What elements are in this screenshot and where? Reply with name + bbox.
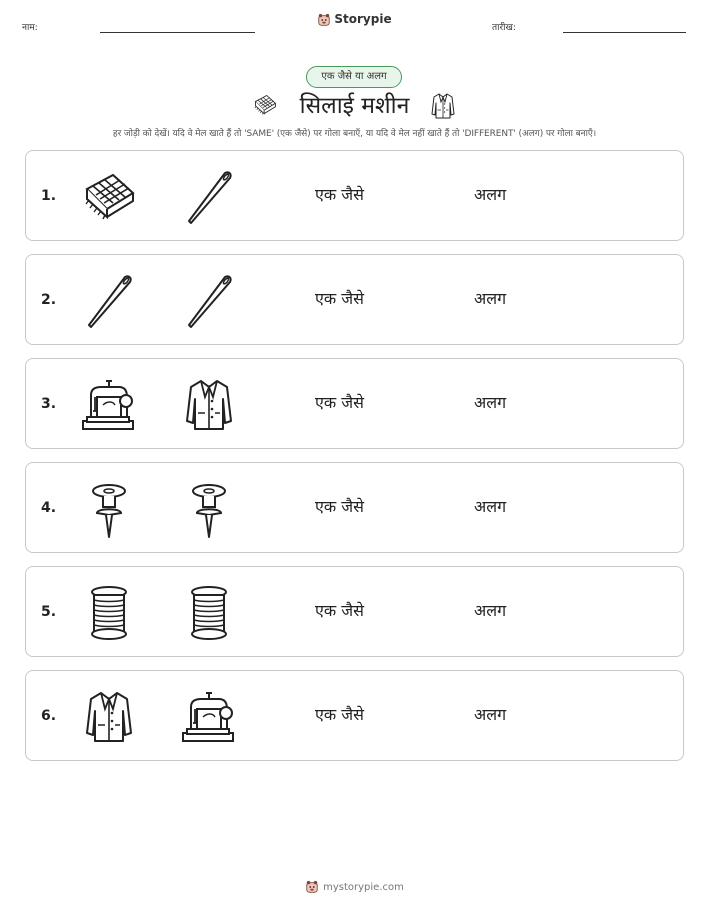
cloth-icon bbox=[79, 167, 139, 227]
question-card bbox=[25, 150, 684, 241]
same-option[interactable]: एक जैसे bbox=[315, 705, 364, 724]
jacket-icon bbox=[428, 91, 458, 121]
question-number: 6. bbox=[41, 708, 57, 724]
question-number: 5. bbox=[41, 604, 57, 620]
needle-icon bbox=[179, 167, 239, 227]
sewing-machine-icon bbox=[79, 375, 139, 435]
pin-icon bbox=[179, 479, 239, 539]
different-option[interactable]: अलग bbox=[474, 705, 507, 724]
topic-pill: एक जैसे या अलग bbox=[306, 66, 402, 88]
question-card bbox=[25, 254, 684, 345]
pin-icon bbox=[79, 479, 139, 539]
different-option[interactable]: अलग bbox=[474, 601, 507, 620]
same-option[interactable]: एक जैसे bbox=[315, 497, 364, 516]
different-option[interactable]: अलग bbox=[474, 393, 507, 412]
question-number: 1. bbox=[41, 188, 57, 204]
sewing-machine-icon bbox=[179, 687, 239, 747]
question-card bbox=[25, 358, 684, 449]
storypie-logo-icon bbox=[317, 13, 331, 27]
jacket-icon bbox=[79, 687, 139, 747]
needle-icon bbox=[179, 271, 239, 331]
needle-icon bbox=[79, 271, 139, 331]
brand bbox=[0, 12, 709, 27]
question-number: 3. bbox=[41, 396, 57, 412]
instructions: हर जोड़ी को देखें। यदि वे मेल खाते हैं तो 'SAME' (एक जैसे) पर गोला बनाएँ, या यदि वे मेल नहीं खाते हैं तो 'DIFFERENT' (अलग) पर गोला बनाएँ। bbox=[112, 129, 597, 139]
same-option[interactable]: एक जैसे bbox=[315, 185, 364, 204]
date-field-line[interactable] bbox=[563, 32, 686, 33]
same-option[interactable]: एक जैसे bbox=[315, 289, 364, 308]
question-card bbox=[25, 462, 684, 553]
same-option[interactable]: एक जैसे bbox=[315, 393, 364, 412]
question-number: 4. bbox=[41, 500, 57, 516]
footer-url[interactable]: mystorypie.com bbox=[323, 882, 404, 893]
name-field-line[interactable] bbox=[100, 32, 255, 33]
spool-icon bbox=[79, 583, 139, 643]
same-option[interactable]: एक जैसे bbox=[315, 601, 364, 620]
brand-name: Storypie bbox=[334, 12, 392, 26]
page-title: सिलाई मशीन bbox=[299, 93, 410, 119]
different-option[interactable]: अलग bbox=[474, 185, 507, 204]
different-option[interactable]: अलग bbox=[474, 497, 507, 516]
jacket-icon bbox=[179, 375, 239, 435]
question-card bbox=[25, 670, 684, 761]
storypie-logo-icon bbox=[305, 880, 319, 894]
date-label: तारीख: bbox=[492, 23, 516, 33]
spool-icon bbox=[179, 583, 239, 643]
question-number: 2. bbox=[41, 292, 57, 308]
name-label: नाम: bbox=[22, 23, 38, 33]
footer bbox=[0, 880, 709, 894]
question-card bbox=[25, 566, 684, 657]
different-option[interactable]: अलग bbox=[474, 289, 507, 308]
